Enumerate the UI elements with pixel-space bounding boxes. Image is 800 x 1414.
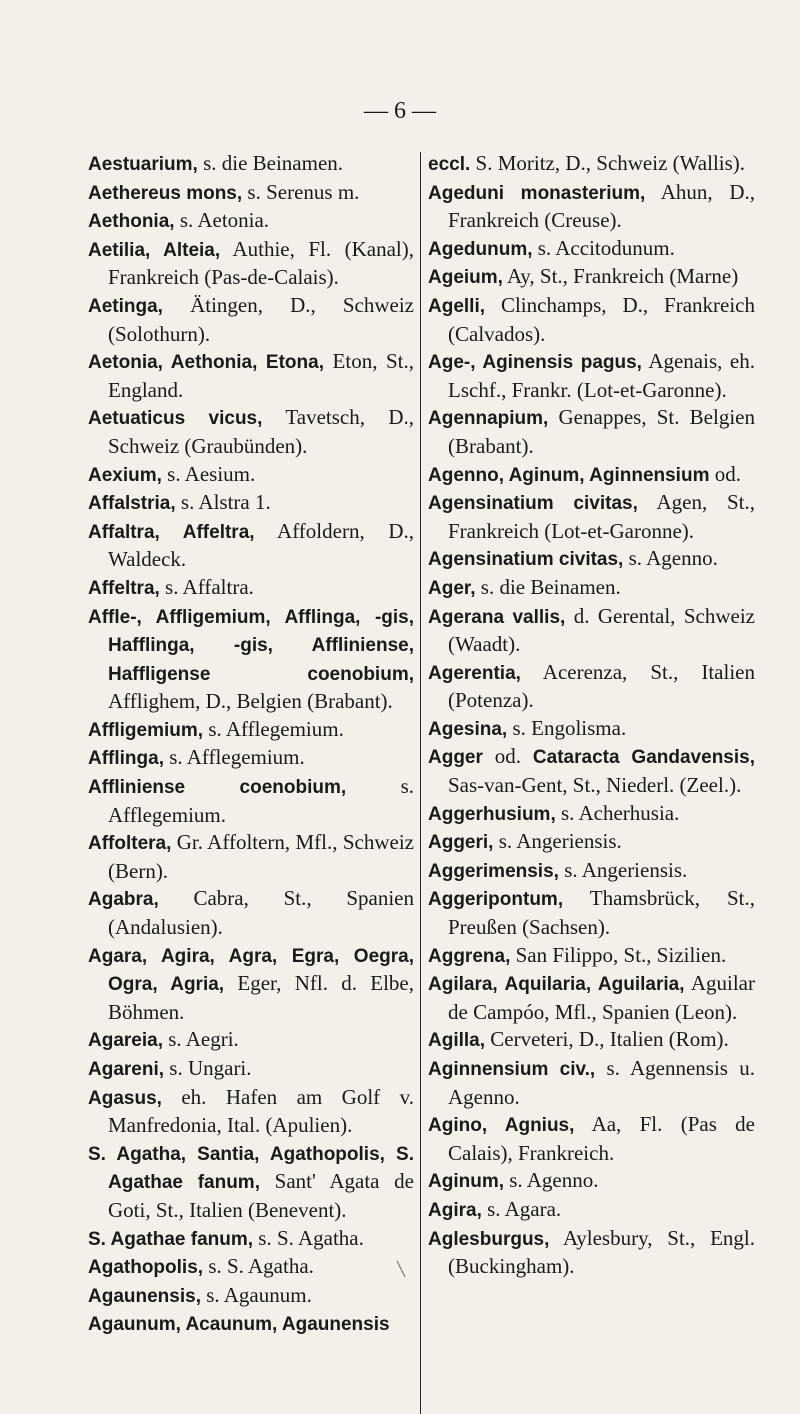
- entry-text: Gr. Affoltern, Mfl., Schweiz (Bern).: [108, 830, 414, 883]
- dictionary-entry: [88, 207, 414, 236]
- entry-headword: Aethereus mons,: [88, 182, 243, 204]
- entry-headword: Agino, Agnius,: [428, 1115, 575, 1137]
- entry-text: Sant' Agata de Goti, St., Italien (Benevent).: [108, 1169, 414, 1222]
- entry-text: s. Aesium.: [161, 461, 256, 486]
- entry-headword: Agennapium,: [428, 408, 549, 430]
- dictionary-entry: [88, 489, 414, 518]
- dictionary-entry: [88, 1282, 414, 1311]
- entry-headword: Afflinga,: [88, 748, 164, 770]
- entry-text: s. Accitodunum.: [532, 235, 675, 260]
- entry-headword: Agareia,: [88, 1030, 163, 1052]
- entry-text: Eton, St., England.: [108, 349, 414, 402]
- entry-headword: Ager,: [428, 577, 476, 599]
- entry-text: Cerveteri, D., Italien (Rom).: [485, 1027, 729, 1052]
- dictionary-entry: [428, 970, 755, 1026]
- dictionary-entry: [428, 885, 755, 941]
- entry-text: s. Agara.: [481, 1196, 562, 1221]
- dictionary-entry: [88, 574, 414, 603]
- entry-text: Aguilar de Campóo, Mfl., Spanien (Leon).: [448, 971, 755, 1024]
- entry-headword: Aestuarium,: [88, 154, 198, 175]
- entry-text: Thamsbrück, St., Preußen (Sachsen).: [448, 886, 755, 940]
- dictionary-entry: [88, 461, 414, 490]
- dictionary-entry: [428, 743, 755, 799]
- entry-text: s. die Beinamen.: [197, 151, 344, 175]
- entry-text: s. Acherhusia.: [555, 800, 680, 825]
- ink-stroke-mark: [396, 1260, 406, 1278]
- dictionary-entry: [428, 603, 755, 659]
- entry-headword: Affligemium,: [88, 719, 204, 741]
- dictionary-entry: [88, 942, 414, 1027]
- entry-headword: Aethonia,: [88, 211, 175, 233]
- entry-headword: Cataracta Gandavensis,: [532, 747, 755, 769]
- entry-text: Ätingen, D., Schweiz (Solothurn).: [108, 292, 414, 346]
- dictionary-entry: [88, 744, 414, 773]
- entry-headword: Agelli,: [428, 295, 486, 317]
- entry-headword: Agger: [428, 747, 483, 769]
- entry-text: s. Agaunum.: [200, 1282, 312, 1307]
- entry-headword: Aetonia, Aethonia, Etona,: [88, 352, 324, 374]
- entry-headword: Agilara, Aquilaria, Aguilaria,: [428, 974, 685, 996]
- entry-headword: Agedunum,: [428, 238, 533, 260]
- entry-text: S. Moritz, D., Schweiz (Wallis).: [470, 151, 746, 175]
- dictionary-entry: [428, 1167, 755, 1196]
- entry-text: Agen, St., Frankreich (Lot-et-Garonne).: [448, 490, 755, 543]
- entry-headword: Agareni,: [88, 1059, 165, 1080]
- entry-headword: Agara, Agira, Agra, Egra, Oegra, Ogra, Agria,: [88, 945, 414, 996]
- entry-headword: S. Agathae fanum,: [88, 1228, 254, 1250]
- dictionary-entry: [88, 236, 414, 292]
- entry-headword: Agenno, Aginum, Aginnensium: [428, 464, 710, 486]
- dictionary-entry: [428, 461, 755, 490]
- entry-headword: Age-, Aginensis pagus,: [428, 352, 642, 374]
- entry-text: s. Alstra 1.: [175, 490, 271, 515]
- entry-headword: Affoltera,: [88, 833, 172, 855]
- entry-headword: Aggrena,: [428, 945, 511, 967]
- entry-headword: Agaunum, Acaunum, Agaunensis: [88, 1314, 390, 1336]
- dictionary-entry: [88, 150, 414, 179]
- dictionary-entry: [428, 348, 755, 404]
- entry-text: s. Afflegemium.: [108, 774, 414, 827]
- entry-text: Eger, Nfl. d. Elbe, Böhmen.: [108, 971, 415, 1024]
- entry-text: s. Engolisma.: [507, 715, 627, 740]
- entry-text: s. Agenno.: [504, 1168, 599, 1193]
- entry-text: s. Aegri.: [162, 1027, 239, 1052]
- dictionary-entry: [428, 545, 755, 574]
- entry-headword: Aggerhusium,: [428, 803, 556, 825]
- entry-headword: Agerana vallis,: [428, 606, 566, 628]
- entry-headword: Affeltra,: [88, 577, 160, 599]
- entry-headword: Agensinatium civitas,: [428, 493, 638, 515]
- dictionary-entry: [88, 1225, 414, 1254]
- entry-headword: Aginum,: [428, 1171, 504, 1193]
- entry-text: s. Affaltra.: [159, 574, 254, 599]
- dictionary-entry: [428, 292, 755, 348]
- column-divider: [420, 152, 421, 1414]
- entry-text: d. Gerental, Schweiz (Waadt).: [448, 603, 755, 657]
- dictionary-entry: [88, 603, 414, 716]
- dictionary-entry: [88, 179, 414, 208]
- entry-text: od.: [709, 461, 741, 486]
- entry-text: s. Ungari.: [164, 1056, 252, 1080]
- dictionary-entry: [88, 348, 414, 404]
- dictionary-entry: [428, 150, 755, 179]
- entry-text: Agenais, eh. Lschf., Frankr. (Lot-et-Garonne).: [448, 349, 755, 402]
- entry-text: Acerenza, St., Italien (Potenza).: [448, 659, 755, 713]
- entry-headword: eccl.: [428, 154, 471, 175]
- dictionary-entry: [88, 885, 414, 941]
- entry-text: s. Angeriensis.: [558, 857, 688, 882]
- entry-headword: Agensinatium civitas,: [428, 549, 624, 571]
- entry-text: s. Afflegemium.: [203, 716, 344, 741]
- dictionary-entry: [428, 715, 755, 744]
- entry-headword: Aetilia, Alteia,: [88, 239, 221, 261]
- entry-headword: Agaunensis,: [88, 1285, 201, 1307]
- entry-text: Aa, Fl. (Pas de Calais), Frankreich.: [448, 1112, 755, 1165]
- entry-text: s. Agenno.: [623, 546, 718, 571]
- entry-text: Ay, St., Frankreich (Marne): [502, 264, 739, 289]
- dictionary-entry: [88, 1084, 414, 1140]
- entry-text: eh. Hafen am Golf v. Manfredonia, Ital. (Apulien).: [108, 1084, 414, 1138]
- entry-headword: Aggeripontum,: [428, 889, 564, 911]
- entry-headword: Affaltra, Affeltra,: [88, 521, 255, 543]
- dictionary-entry: [428, 235, 755, 264]
- dictionary-entry: [88, 716, 414, 745]
- right-column: [428, 150, 755, 1281]
- entry-headword: Agasus,: [88, 1087, 162, 1109]
- dictionary-entry: [428, 1026, 755, 1055]
- entry-text: Cabra, St., Spanien (Andalusien).: [108, 886, 414, 940]
- dictionary-entry: [428, 489, 755, 545]
- dictionary-entry: [88, 1055, 414, 1084]
- entry-text: s. Agennensis u. Agenno.: [448, 1056, 755, 1109]
- entry-headword: Agerentia,: [428, 662, 521, 684]
- entry-text: s. S. Agatha.: [203, 1254, 314, 1279]
- entry-headword: Aglesburgus,: [428, 1228, 550, 1250]
- entry-text: s. die Beinamen.: [475, 574, 621, 599]
- entry-headword: Aexium,: [88, 464, 162, 486]
- entry-text: s. Afflegemium.: [164, 745, 305, 770]
- dictionary-entry: [88, 1026, 414, 1055]
- entry-text: od.: [482, 744, 533, 769]
- entry-headword: Agesina,: [428, 718, 508, 740]
- dictionary-entry: [428, 263, 755, 292]
- entry-headword: S. Agatha, Santia, Agathopolis, S. Agathae fanum,: [88, 1143, 414, 1194]
- dictionary-entry: [428, 1111, 755, 1167]
- entry-text: Aylesbury, St., Engl. (Buckingham).: [448, 1225, 755, 1279]
- entry-headword: Agathopolis,: [88, 1257, 204, 1279]
- entry-headword: Aginnensium civ.,: [428, 1059, 596, 1080]
- dictionary-entry: [88, 518, 414, 574]
- dictionary-entry: [428, 574, 755, 603]
- entry-text: s. S. Agatha.: [253, 1225, 364, 1250]
- dictionary-entry: [88, 292, 414, 348]
- entry-text: s. Angeriensis.: [493, 829, 622, 854]
- dictionary-entry: [428, 1055, 755, 1111]
- entry-headword: Agabra,: [88, 889, 159, 911]
- entry-headword: Affliniense coenobium,: [88, 777, 347, 799]
- dictionary-entry: [428, 828, 755, 857]
- entry-headword: Aetuaticus vicus,: [88, 408, 263, 430]
- dictionary-entry: [88, 829, 414, 885]
- entry-text: Afflighem, D., Belgien (Brabant).: [108, 689, 393, 714]
- dictionary-entry: [428, 942, 755, 971]
- dictionary-entry: [88, 1253, 414, 1282]
- dictionary-entry: [428, 857, 755, 886]
- entry-text: Clinchamps, D., Frankreich (Calvados).: [448, 292, 755, 346]
- entry-headword: Aggeri,: [428, 832, 494, 854]
- entry-headword: Aggerimensis,: [428, 860, 559, 882]
- dictionary-entry: [428, 659, 755, 715]
- dictionary-entry: [88, 404, 414, 460]
- left-column: [88, 150, 414, 1339]
- entry-headword: Aetinga,: [88, 295, 163, 317]
- page-number: — 6 —: [364, 98, 436, 124]
- dictionary-entry: [88, 1310, 414, 1339]
- entry-text: Tavetsch, D., Schweiz (Graubünden).: [108, 405, 415, 458]
- dictionary-entry: [428, 1225, 755, 1281]
- entry-headword: Ageduni monasterium,: [428, 182, 646, 204]
- dictionary-entry: [88, 1140, 414, 1225]
- entry-text: San Filippo, St., Sizilien.: [510, 942, 727, 967]
- entry-text: Authie, Fl. (Kanal), Frankreich (Pas-de-Calais).: [108, 236, 415, 290]
- entry-text: s. Aetonia.: [174, 208, 270, 233]
- dictionary-entry: [88, 773, 414, 829]
- dictionary-entry: [428, 800, 755, 829]
- entry-headword: Agira,: [428, 1199, 482, 1221]
- dictionary-entry: [428, 404, 755, 460]
- dictionary-entry: [428, 179, 755, 235]
- entry-text: Affoldern, D., Waldeck.: [108, 518, 414, 572]
- dictionary-entry: [428, 1196, 755, 1225]
- entry-text: Sas-van-Gent, St., Niederl. (Zeel.).: [448, 773, 742, 798]
- entry-headword: Agilla,: [428, 1030, 486, 1052]
- entry-text: Ahun, D., Frankreich (Creuse).: [448, 179, 755, 233]
- entry-headword: Affle-, Affligemium, Afflinga, -gis, Hafflinga, -gis, Affliniense, Haffligense coenobium,: [88, 606, 414, 685]
- entry-text: s. Serenus m.: [242, 179, 360, 204]
- entry-text: Genappes, St. Belgien (Brabant).: [448, 405, 755, 458]
- entry-headword: Ageium,: [428, 267, 503, 289]
- entry-headword: Affalstria,: [88, 493, 176, 515]
